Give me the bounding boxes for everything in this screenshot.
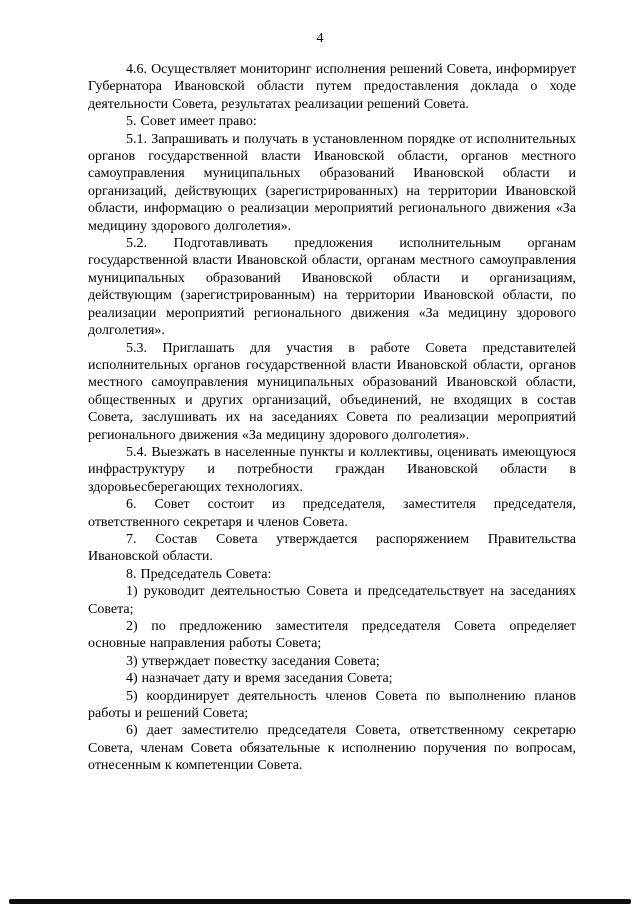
para-6: 6. Совет состоит из председателя, заместителя председателя, ответственного секретаря и членов Совета. bbox=[88, 497, 576, 530]
para-7: 7. Состав Совета утверждается распоряжением Правительства Ивановской области. bbox=[88, 531, 576, 565]
para-5-2: 5.2. Подготавливать предложения исполнительным органам государственной власти Ивановской области, органам местного самоуправления муниципальных образований Ивановской области и организациям, действующим (зарегистрированным) на территории Ивановской области, по реализации мероприятий регионального движения «За медицину здорового долголетия». bbox=[88, 236, 576, 339]
para-4-6: 4.6. Осуществляет мониторинг исполнения решений Совета, информирует Губернатора Ивановской области путем предоставления доклада о ходе деятельности Совета, результатах реализации решений Совета. bbox=[88, 62, 576, 112]
para-8-item-5: 5) координирует деятельность членов Совета по выполнению планов работы и решений Совета; bbox=[88, 688, 576, 722]
para-5-3: 5.3. Приглашать для участия в работе Совета представителей исполнительных органов государственной власти Ивановской области, органов местного самоуправления муниципальных образований Ивановской области, общественных и других организаций, объединений, не входящих в состав Совета, заслушивать их на заседаниях Совета по реализации мероприятий регионального движения «За медицину здорового долголетия». bbox=[88, 340, 576, 443]
para-5-heading: 5. Совет имеет право: bbox=[126, 114, 257, 130]
scan-edge-artifact bbox=[9, 899, 631, 904]
para-8-item-6: 6) дает заместителю председателя Совета, ответственному секретарю Совета, членам Совета обязательные к исполнению поручения по вопросам, отнесенным к компетенции Совета. bbox=[88, 723, 576, 774]
para-8-item-3: 3) утверждает повестку заседания Совета; bbox=[126, 653, 380, 669]
page-number: 4 bbox=[316, 31, 324, 46]
document-body bbox=[88, 61, 576, 775]
para-8-heading: 8. Председатель Совета: bbox=[126, 566, 272, 582]
para-8-item-1: 1) руководит деятельностью Совета и председательствует на заседаниях Совета; bbox=[88, 584, 576, 617]
para-5-4: 5.4. Выезжать в населенные пункты и коллективы, оценивать имеющуюся инфраструктуру и потребности граждан Ивановской области в здоровьесберегающих технологиях. bbox=[88, 444, 576, 495]
para-8-item-2: 2) по предложению заместителя председателя Совета определяет основные направления работы Совета; bbox=[88, 619, 576, 652]
para-8-item-4: 4) назначает дату и время заседания Совета; bbox=[126, 671, 393, 687]
para-5-1: 5.1. Запрашивать и получать в установленном порядке от исполнительных органов государственной власти Ивановской области, органов местного самоуправления муниципальных образований Ивановской области и организаций, действующих (зарегистрированных) на территории Ивановской области, информацию о реализации мероприятий регионального движения «За медицину здорового долголетия». bbox=[88, 131, 576, 234]
